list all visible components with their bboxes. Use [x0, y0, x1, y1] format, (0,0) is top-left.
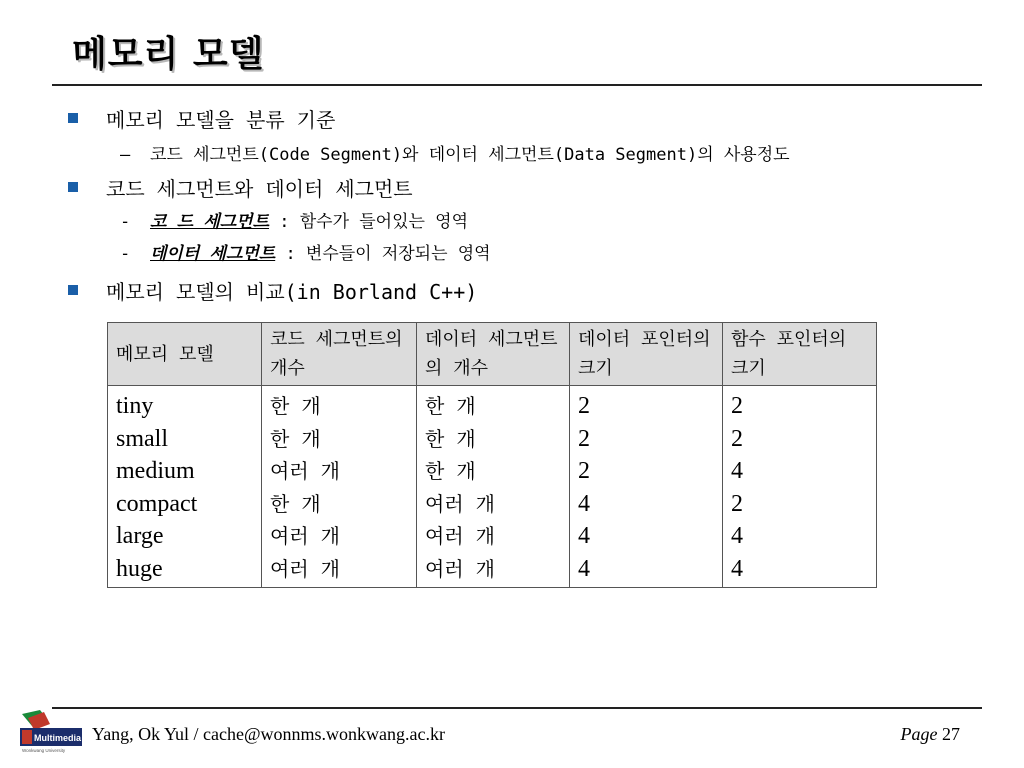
table-cell: 한 개: [270, 426, 321, 451]
model-column: [108, 386, 262, 588]
memory-model-table: [107, 322, 877, 588]
footer-divider: [52, 707, 982, 709]
table-cell: 한 개: [425, 459, 476, 483]
table-cell: 4: [731, 523, 743, 549]
table-cell: 2: [578, 393, 590, 419]
table-cell: 2: [731, 425, 743, 452]
table-cell: 여러 개: [270, 556, 341, 581]
page-word: Page: [900, 724, 938, 744]
table-cell: 2: [731, 393, 743, 419]
dash-marker: -: [120, 212, 131, 232]
table-cell: 4: [578, 490, 590, 517]
table-cell: 4: [578, 555, 590, 582]
table-cell: 4: [578, 523, 590, 549]
table-cell: 여러 개: [270, 459, 341, 483]
term-data-segment: 데이터 세그먼트: [150, 244, 276, 264]
bullet-marker: [68, 182, 78, 192]
table-cell: small: [116, 425, 168, 452]
svg-text:Multimedia: Multimedia: [34, 733, 82, 743]
table-cell: 2: [578, 425, 590, 452]
sub-bullet-text: 코드 세그먼트(Code Segment)와 데이터 세그먼트(Data Segment)의 사용정도: [150, 145, 790, 165]
bullet-marker: [68, 285, 78, 295]
table-cell: 한 개: [425, 426, 476, 451]
table-cell: 여러 개: [425, 556, 496, 581]
table-cell: 4: [731, 458, 743, 484]
header-code-segment-count: 코드 세그먼트의 개수: [262, 323, 417, 386]
table-cell: 2: [731, 490, 743, 517]
data-pointer-column: [570, 386, 723, 588]
table-cell: 여러 개: [425, 491, 496, 516]
sub-bullet-data-segment: [120, 239, 491, 264]
data-segment-column: [417, 386, 570, 588]
sub-bullet-code-segment: [120, 207, 468, 232]
table-cell: 여러 개: [425, 524, 496, 548]
table-body-row: [108, 386, 877, 588]
table-cell: 한 개: [425, 394, 476, 418]
function-pointer-column: [723, 386, 877, 588]
table-cell: 4: [731, 555, 743, 582]
dash-marker: –: [120, 145, 131, 165]
table-cell: 한 개: [270, 394, 321, 418]
header-data-pointer-size: 데이터 포인터의 크기: [570, 323, 723, 386]
table-cell: 2: [578, 458, 590, 484]
sub-bullet-text: : 함수가 들어있는 영역: [269, 212, 468, 232]
table-cell: huge: [116, 555, 163, 582]
sub-bullet-text: : 변수들이 저장되는 영역: [275, 244, 491, 264]
table-cell: large: [116, 523, 164, 549]
footer-author: Yang, Ok Yul / cache@wonnms.wonkwang.ac.kr: [92, 724, 446, 744]
multimedia-logo: [18, 710, 84, 754]
table-cell: medium: [116, 458, 195, 484]
table-cell: tiny: [116, 393, 154, 419]
table-cell: 한 개: [270, 491, 321, 516]
table-cell: compact: [116, 490, 198, 517]
code-segment-column: [262, 386, 417, 588]
page-number-value: 27: [942, 724, 960, 744]
dash-marker: -: [120, 244, 131, 264]
page-number: [901, 724, 960, 745]
slide-title: 메모리 모델: [72, 34, 265, 75]
term-code-segment: 코 드 세그먼트: [150, 212, 270, 232]
bullet-marker: [68, 113, 78, 123]
svg-text:Wonkwang University: Wonkwang University: [22, 748, 66, 753]
table-header-row: [108, 323, 877, 386]
header-data-segment-count: 데이터 세그먼트의 개수: [417, 323, 570, 386]
bullet-model-comparison: 메모리 모델의 비교(in Borland C++): [106, 280, 478, 304]
table-cell: 여러 개: [270, 524, 341, 548]
header-memory-model: 메모리 모델: [108, 323, 262, 386]
bullet-code-data-segment: 코드 세그먼트와 데이터 세그먼트: [106, 177, 413, 201]
header-function-pointer-size: 함수 포인터의 크기: [723, 323, 877, 386]
title-divider: [52, 84, 982, 86]
bullet-classification-criteria: 메모리 모델을 분류 기준: [106, 108, 336, 132]
sub-bullet-usage: [120, 140, 790, 165]
